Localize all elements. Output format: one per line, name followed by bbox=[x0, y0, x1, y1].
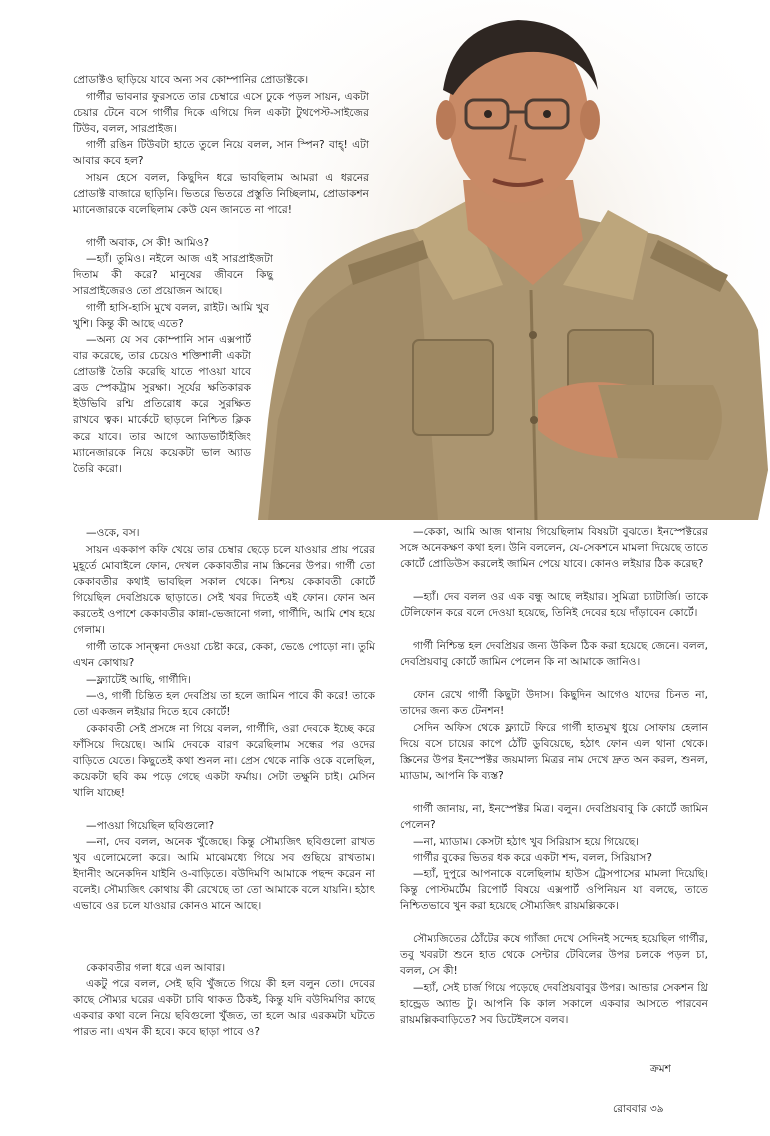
right-para-5: সেদিন অফিস থেকে ফ্ল্যাটে ফিরে গার্গী হাতমুখ ধুয়ে সোফায় হেলান দিয়ে বসে চায়ের কাপে ঠোঁট ডুবিয়েছে, হঠাৎ ফোন এল থানা থেকে। স্ক্রিনের উপর ইনস্পেক্টর জয়মাল্য মিত্রর নাম দেখে দ্রুত অন করল, শুনল, ম্যাডাম, আপনি কি ব্যস্ত? bbox=[400, 722, 708, 783]
left-para-8: —অন্য যে সব কোম্পানি সান এক্সপার্ট বার করেছে, তার চেয়েও শক্তিশালী একটা প্রোডাক্ট তৈরি করেছি যাতে পাওয়া যাবে ব্রড স্পেকট্রাম সুরক্ষা। সূর্যের ক্ষতিকারক ইউভিবি রশ্মি প্রতিরোধ করে সুরক্ষিত রাখবে ত্বক। মার্কেটে ছাড়লে নিশ্চিত ক্লিক করে যাবে। তার আগে অ্যাডভার্টাইজিং ম্যানেজারকে নিয়ে কয়েকটা ভাল অ্যাড তৈরি করো। bbox=[73, 334, 251, 475]
right-para-9: —হ্যাঁ, দুপুরে আপনাকে বলেছিলাম হাউস ট্রেসপাসের মামলা দিয়েছি। কিন্তু পোস্টমর্টেম রিপোর্ট বিষয়ে এক্সপার্ট ওপিনিয়ন যা বলছে, তাতে নিশ্চিতভাবে খুন করা হয়েছে সৌম্যজিৎ রায়মল্লিককে। bbox=[400, 868, 708, 913]
left-para-14: কেকাবতী সেই প্রসঙ্গে না গিয়ে বলল, গার্গীদি, ওরা দেবকে ইচ্ছে করে ফাঁসিয়ে দিয়েছে। আমি দেবকে বারণ করেছিলাম সন্ধের পর ওদের বাড়িতে যেতে। কিছুতেই কথা শুনল না। প্রেস থেকে নাকি ওকে বলেছিল, কয়েকটা ছবি কম পড়ে গেছে একটা ফর্মায়। সেটা তক্ষুনি চাই। মেসিন খালি যাচ্ছে! bbox=[73, 723, 375, 800]
left-para-9: —ওকে, বস। bbox=[86, 527, 140, 539]
left-para-4: সায়ন হেসে বলল, কিছুদিন ধরে ভাবছিলাম আমরা এ ধরনের প্রোডাক্ট বাজারে ছাড়িনি। ভিতরে ভিতরে প্রস্তুতি নিচ্ছিলাম, প্রোডাকশন ম্যানেজারকে বলেছিলাম কেউ যেন জানতে না পারে! bbox=[73, 172, 369, 217]
left-para-17: কেকাবতীর গলা ধরে এল আবার। bbox=[86, 962, 226, 974]
right-para-6: গার্গী জানায়, না, ইনস্পেক্টর মিত্র। বলুন। দেবপ্রিয়বাবু কি কোর্টে জামিন পেলেন? bbox=[400, 803, 708, 832]
left-para-12: —ফ্ল্যাটেই আছি, গার্গীদি। bbox=[86, 674, 191, 686]
left-para-1: প্রোডাক্টও ছাড়িয়ে যাবে অন্য সব কোম্পানির প্রোডাক্টকে। bbox=[73, 74, 309, 86]
right-para-4: ফোন রেখে গার্গী কিছুটা উদাস। কিছুদিন আগেও যাদের চিনত না, তাদের জন্য কত টেনশন! bbox=[400, 689, 708, 718]
left-para-10: সায়ন এককাপ কফি খেয়ে তার চেম্বার ছেড়ে চলে যাওয়ার প্রায় পরের মুহূর্তে মোবাইলে ফোন, দেখল কেকাবতীর নাম স্ক্রিনের উপর। গার্গী তো কেকাবতীর কথাই ভাবছিল সকাল থেকে। নিশ্চয় কেকাবতী কোর্টে গিয়েছিল দেবপ্রিয়কে ছাড়াতে। সেই খবর দিতেই এই ফোন। ফোন অন করতেই ওপাশে কেকাবতীর কান্না-ভেজানো গলা, গার্গীদি, আমি শেষ হয়ে গেলাম। bbox=[73, 544, 375, 637]
left-para-16: —না, দেব বলল, অনেক খুঁজেছে। কিন্তু সৌম্যজিৎ ছবিগুলো রাখত খুব এলোমেলো করে। আমি মাঝেমধ্যে গিয়ে সব গুছিয়ে রাখতাম। ইদানীং অনেকদিন যাইনি ও-বাড়িতে। বউদিমণি আমাকে পছন্দ করেন না বলেই। সৌম্যজিৎ কোথায় কী রেখেছে তা তো আমাকে বলে যায়নি। হঠাৎ এভাবে ওর চলে যাওয়ার কোনও মানে আছে। bbox=[73, 836, 375, 913]
left-para-3: গার্গী রঙিন টিউবটা হাতে তুলে নিয়ে বলল, সান স্পিন? বাহ্! এটা আবার কবে হল? bbox=[73, 139, 369, 168]
left-para-5: গার্গী অবাক, সে কী! আমিও? bbox=[86, 237, 210, 249]
right-para-11: —হ্যাঁ, সেই চার্জ গিয়ে পড়েছে দেবপ্রিয়বাবুর উপর। আন্ডার সেকশন থ্রি হান্ড্রেড অ্যান্ড টু। আপনি কি কাল সকালে একবার আসতে পারবেন রায়মল্লিকবাড়িতে? সব ডিটেইলসে বলব। bbox=[400, 982, 708, 1027]
footer-page-label: রোববার ৩৯ bbox=[613, 1103, 664, 1115]
left-para-2: গার্গীর ভাবনার ফুরসতে তার চেম্বারে এসে ঢুকে পড়ল সায়ন, একটা চেয়ার টেনে বসে গার্গীর দিকে এগিয়ে দিল একটা টুথপেস্ট-সাইজের টিউব, বলল, সারপ্রাইজ। bbox=[73, 91, 369, 136]
right-para-1: —কেকা, আমি আজ থানায় গিয়েছিলাম বিষয়টা বুঝতে। ইনস্পেক্টরের সঙ্গে অনেকক্ষণ কথা হল। উনি বললেন, যে-সেকশনে মামলা দিয়েছে তাতে কোর্টে প্রোডিউস করলেই জামিন পেয়ে যাবে। কোনও লইয়ার ঠিক করেছ? bbox=[400, 526, 708, 571]
right-para-7: —না, ম্যাডাম। কেসটা হঠাৎ খুব সিরিয়াস হয়ে গিয়েছে। bbox=[413, 836, 640, 848]
right-para-10: সৌম্যজিতের ঠোঁটের কষে গ্যাঁজা দেখে সেদিনই সন্দেহ হয়েছিল গার্গীর, তবু খবরটা শুনে হাত থেকে সেন্টার টেবিলের উপর চলকে পড়ল চা, বলল, সে কী! bbox=[400, 933, 708, 978]
left-para-6: —হ্যাঁ। তুমিও। নইলে আজ এই সারপ্রাইজটা দিতাম কী করে? মানুষের জীবনে কিছু সারপ্রাইজেরও তো প্রয়োজন আছে। bbox=[73, 253, 273, 298]
left-para-7: গার্গী হাসি-হাসি মুখে বলল, রাইট। আমি খুব খুশি। কিন্তু কী আছে এতে? bbox=[73, 302, 269, 331]
right-para-2: —হ্যাঁ। দেব বলল ওর এক বন্ধু আছে লইয়ার। সুমিত্রা চ্যাটার্জি। তাকে টেলিফোন করে বলে দেওয়া হয়েছে, তিনিই দেবের হয়ে দাঁড়াবেন কোর্টে। bbox=[400, 591, 708, 620]
right-para-3: গার্গী নিশ্চিন্ত হল দেবপ্রিয়র জন্য উকিল ঠিক করা হয়েছে জেনে। বলল, দেবপ্রিয়বাবু কোর্টে জামিন পেলেন কি না আমাকে জানিও। bbox=[400, 640, 708, 669]
left-para-18: একটু পরে বলল, সেই ছবি খুঁজতে গিয়ে কী হল বলুন তো। দেবের কাছে সৌম্যর ঘরের একটা চাবি থাকত ঠিকই, কিন্তু যদি বউদিমণির কাছে একবার কথা বলে নিয়ে ছবিগুলো খুঁজত, তা হলে আর এরকমটা ঘটতে পারত না। এখন কী হবে। কবে ছাড়া পাবে ও? bbox=[73, 978, 375, 1039]
right-para-8: গার্গীর বুকের ভিতর ধক করে একটা শব্দ, বলল, সিরিয়াস? bbox=[413, 852, 652, 864]
left-para-15: —পাওয়া গিয়েছিল ছবিগুলো? bbox=[86, 820, 215, 832]
left-para-13: —ও, গার্গী চিন্তিত হল দেবপ্রিয় তা হলে জামিন পাবে কী করে! তাকে তো একজন লইয়ার দিতে হবে কোর্টে! bbox=[73, 690, 375, 719]
left-para-11: গার্গী তাকে সান্ত্বনা দেওয়া চেষ্টা করে, কেকা, ভেঙে পোড়ো না। তুমি এখন কোথায়? bbox=[73, 641, 375, 670]
to-be-continued: ক্রমশ bbox=[650, 1063, 671, 1075]
